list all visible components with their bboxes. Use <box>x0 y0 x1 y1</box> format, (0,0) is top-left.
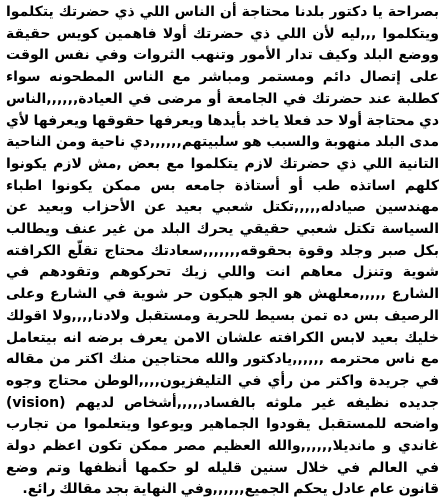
comment-body <box>6 2 439 501</box>
comment-paragraph: بصراحة يا دكتور بلدنا محتاجة أن الناس اللي ذي حضرتك يتكلموا ويتكلموا ,,,ليه لأن اللي ذي حضرتك أولا فاهمين كويس حقيقة ووضع البلد وكيف تدار الأمور وتنهب الثروات وفي نفس الوقت على إتصال دائم ومستمر ومباشر مع الناس المطحونه سواء كطلبة عند حضرتك في الجامعة أو مرضى في العيادة,,,,,,الناس دي محتاجة أولا حد فعلا ياخد بأيدها ويعرفها حقوقها ويعرفها لأي مدى البلد منهوبة والسبب هو سلبيتهم,,,,,,دي ناحية ومن الناحية التانية اللي ذي حضرتك لازم يتكلموا مع بعض ,مش لازم يكونوا كلهم اساتذه طب أو أستاذة جامعه بس ممكن يكونوا اطباء مهندسين صيادله,,,,,تكتل شعبي بعيد عن الأحزاب وبعيد عن السياسة تكتل شعبي حقيقي يحرك البلد من غير عنف ويطالب بكل صبر وجلد وقوة بحقوقه,,,,,,,سعادتك محتاج تقلّع الكرافته شوية وتنزل معاهم انت واللي زيك تحركوهم وتقودهم في الشارع ,,,,,معلهش هو الجو هيكون حر شوية في الشارع وعلى الرصيف بس ده تمن بسيط للحرية ومستقبل ولادنا,,,,ولا اقولك خليك بعيد لابس الكرافته علشان الامن يعرف برضه انه بيتعامل مع ناس محترمه ,,,,,,يادكتور والله محتاجين منك اكتر من مقاله في جريدة واكتر من رأي في التليفزيون,,,,الوطن محتاج وجوه جديده نظيفه غير ملوثه بالفساد,,,,,أشخاص لديهم (vision) واضحه للمستقبل يقودوا الجماهير ويوعوا ويتعلموا من تجارب غاندي و مانديلا,,,,,,والله العظيم مصر ممكن تكون اعظم دولة في العالم في خلال سنين قليله لو حكمها أنظفها وتم وضع قانون عام عادل يحكم الجميع,,,,,,وفي النهاية بجد مقالك رائع. <box>6 4 439 498</box>
